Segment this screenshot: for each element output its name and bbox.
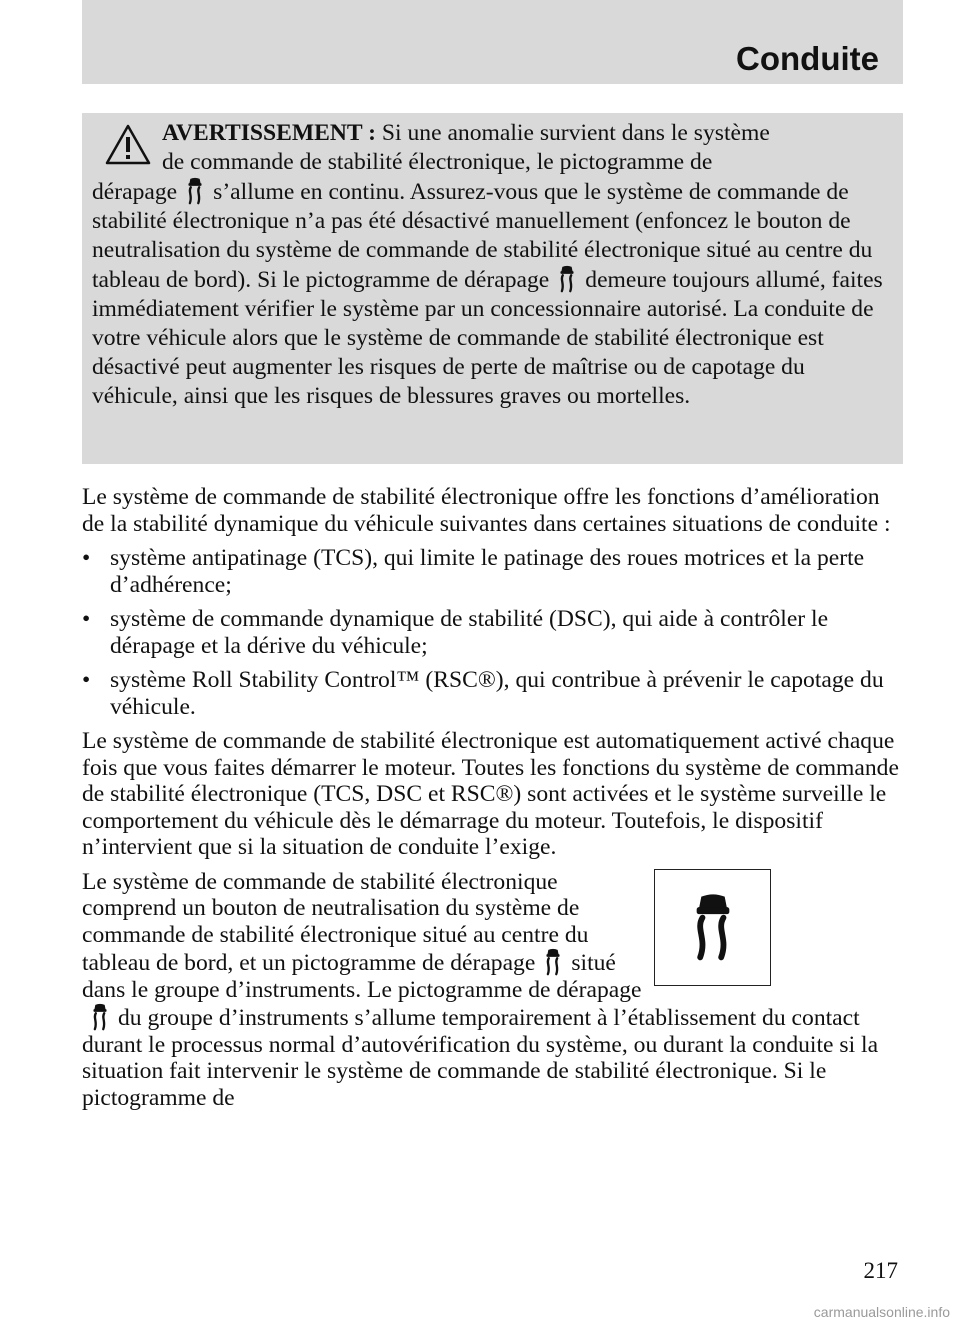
warning-line-2: de commande de stabilité électronique, le pictogramme de xyxy=(162,149,713,175)
warning-text-a: dérapage xyxy=(92,179,178,205)
list-item: • système antipatinage (TCS), qui limite le patinage des roues motrices et la perte d’adhérence; xyxy=(82,545,903,598)
skid-icon-figure xyxy=(654,869,771,986)
activation-paragraph: Le système de commande de stabilité électronique est automatiquement activé chaque fois que vous faites démarrer le moteur. Toutes les fonctions du système de commande de stabilité électronique (TCS, DSC et RSC®) sont activées et le système surveille le comportement du véhicule dès le démarrage du moteur. Toutefois, le dispositif n’intervient que si la situation de conduite l’exige. xyxy=(82,728,899,860)
warning-triangle-icon xyxy=(104,123,152,167)
vehicle-skid-icon xyxy=(689,892,737,962)
warning-box xyxy=(82,113,903,464)
override-text-b: situé dans le groupe d’instruments. Le pictogramme de dérapage xyxy=(82,950,642,1003)
warning-first-line xyxy=(92,119,891,148)
warning-paragraph xyxy=(92,177,891,411)
page-header xyxy=(82,0,903,84)
body-text xyxy=(82,484,903,1119)
vehicle-skid-icon xyxy=(543,948,563,976)
vehicle-skid-icon xyxy=(90,1003,110,1031)
warning-line-1: Si une anomalie survient dans le système xyxy=(381,120,770,146)
list-item: • système Roll Stability Control™ (RSC®), qui contribue à prévenir le capotage du véhicule. xyxy=(82,667,903,720)
vehicle-skid-icon xyxy=(557,265,577,293)
intro-paragraph: Le système de commande de stabilité électronique offre les fonctions d’amélioration de la stabilité dynamique du véhicule suivantes dans certaines situations de conduite : xyxy=(82,484,891,537)
override-paragraph xyxy=(82,869,903,1112)
warning-text-c: demeure toujours allumé, faites immédiatement vérifier le système par un concessionnaire autorisé. La conduite de votre véhicule alors que le système de commande de stabilité électronique est désactivé peut augmenter les risques de perte de maîtrise ou de capotage du véhicule, ainsi que les risques de blessures graves ou mortelles. xyxy=(92,267,883,409)
watermark: carmanualsonline.info xyxy=(813,1304,950,1320)
vehicle-skid-icon xyxy=(185,177,205,205)
list-item: • système de commande dynamique de stabilité (DSC), qui aide à contrôler le dérapage et la dérive du véhicule; xyxy=(82,606,903,659)
section-title: Conduite xyxy=(736,40,879,77)
page-number: 217 xyxy=(863,1258,898,1283)
warning-label: AVERTISSEMENT : xyxy=(162,120,376,146)
override-text-a: Le système de commande de stabilité électronique comprend un bouton de neutralisation du système de commande de stabilité électronique situé au centre du tableau de bord, et un pictogramme de dérapage xyxy=(82,868,589,976)
override-text-c: du groupe d’instruments s’allume temporairement à l’établissement du contact durant le processus normal d’autovérification du système, ou durant la conduite si la situation fait intervenir le système de commande de stabilité électronique. Si le pictogramme de xyxy=(82,1005,879,1111)
warning-text-b: s’allume en continu. Assurez-vous que le système de commande de stabilité électronique n’a pas été désactivé manuellement (enfoncez le bouton de neutralisation du système de commande de stabilité électronique situé au centre du tableau de bord). Si le pictogramme de dérapage xyxy=(92,179,873,293)
